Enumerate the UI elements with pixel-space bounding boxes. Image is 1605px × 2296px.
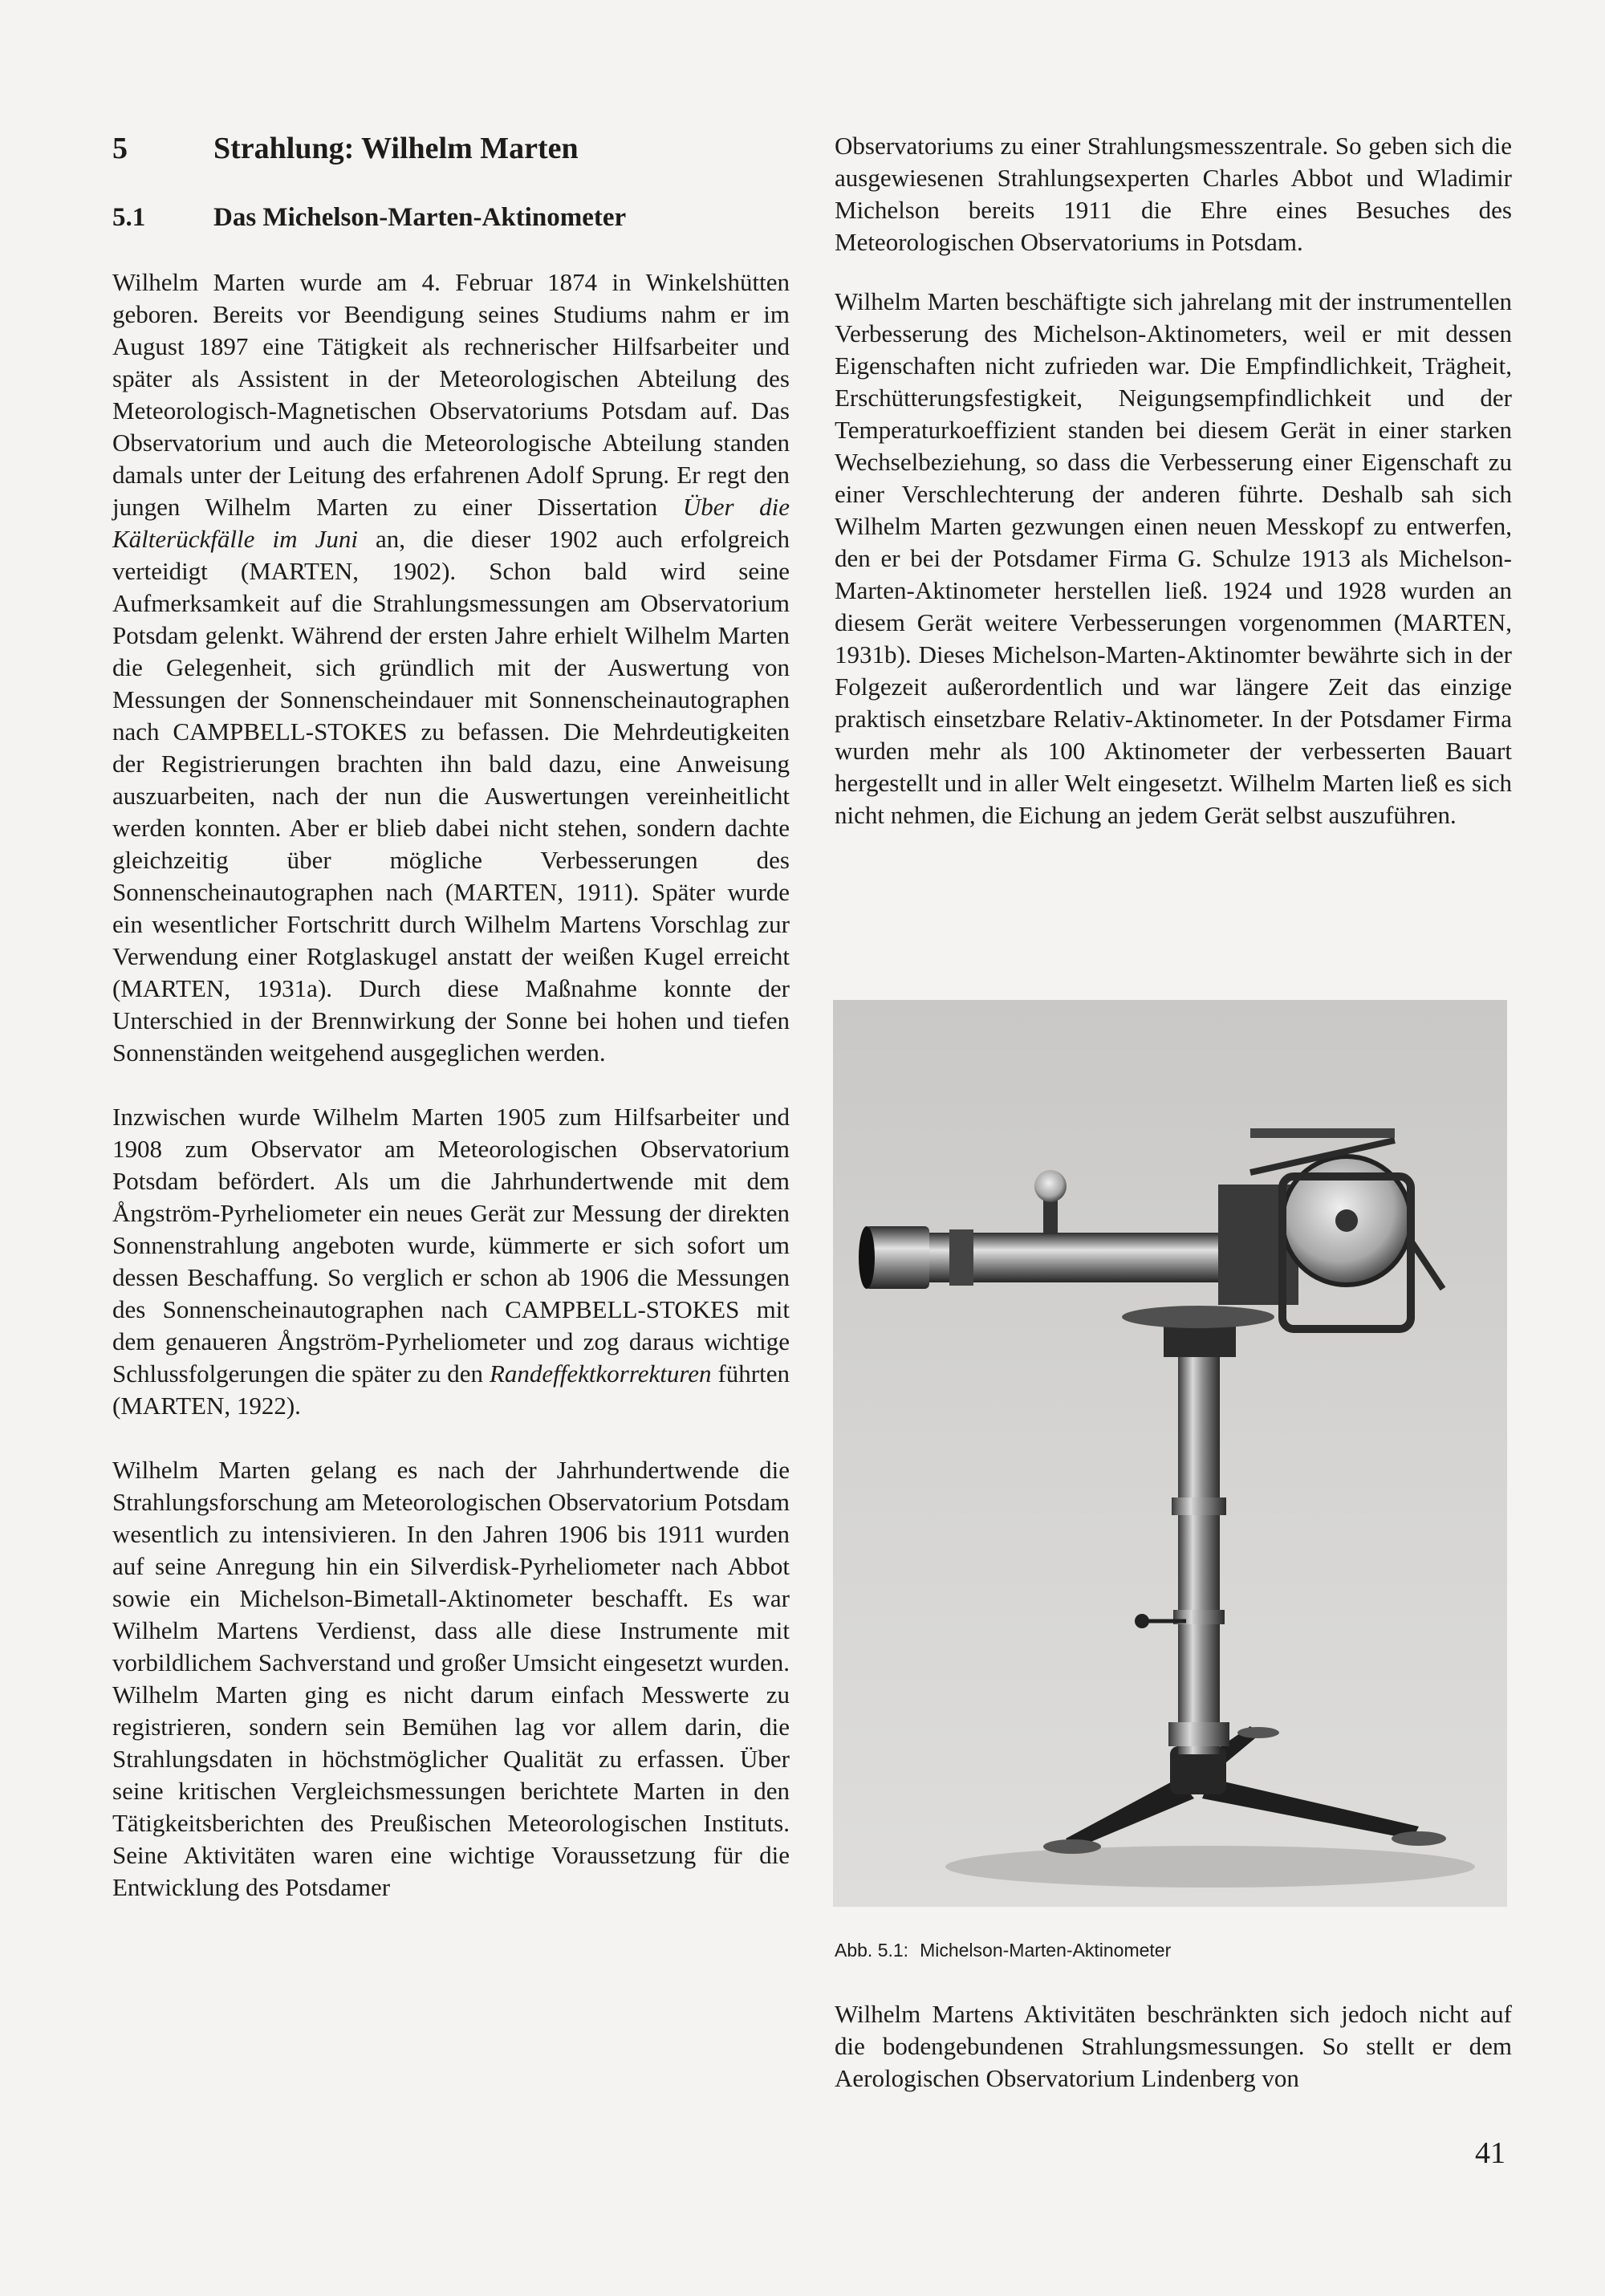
top-sight <box>1250 1128 1395 1138</box>
dissertation-title: Über die Kälterückfälle im Juni <box>112 493 790 553</box>
right-paragraph-2: Wilhelm Marten beschäftigte sich jahrelang mit der instrumentellen Verbesserung des Michelson-Aktinometers, weil er mit dessen Eigenschaften nicht zufrieden war. Die Empfindlichkeit, Trägheit, Erschütterungsfestigkeit, Neigungsempfindlichkeit und der Temperaturkoeffizient standen bei diesem Gerät in einer starken Wechselbeziehung, so dass die Verbesserung einer Eigenschaft zu einer Verschlechterung der anderen führte. Deshalb sah sich Wilhelm Marten gezwungen einen neuen Messkopf zu entwerfen, den er bei der Potsdamer Firma G. Schulze 1913 als Michelson-Marten-Aktinometer herstellen ließ. 1924 und 1928 wurden an diesem Gerät weitere Verbesserungen vorgenommen (MARTEN, 1931b). Dieses Michelson-Marten-Aktinomter bewährte sich in der Folgezeit außerordentlich und war längere Zeit das einzige praktisch einsetzbare Relativ-Aktinometer. In der Potsdamer Firma wurden mehr als 100 Aktinometer der verbesserten Bauart hergestellt und in aller Welt eingesetzt. Wilhelm Marten ließ es sich nicht nehmen, die Eichung an jedem Gerät selbst auszuführen. <box>835 287 1512 829</box>
foot-screw-back <box>1237 1727 1279 1738</box>
page-number: 41 <box>1475 2136 1505 2170</box>
chapter-title: Strahlung: Wilhelm Marten <box>213 132 579 165</box>
aktinometer-photo <box>833 1000 1507 1907</box>
stand-column <box>1178 1353 1220 1754</box>
paragraph-3: Wilhelm Marten gelang es nach der Jahrhundertwende die Strahlungsforschung am Meteorologischen Observatorium Potsdam wesentlich zu intensivieren. In den Jahren 1906 bis 1911 wurden auf seine Anregung hin ein Silverdisk-Pyrheliometer nach Abbot sowie ein Michelson-Bimetall-Aktinometer beschafft. Es war Wilhelm Martens Verdienst, dass alle diese Instrumente mit vorbildlichem Sachverstand und großer Umsicht eingesetzt wurden. Wilhelm Marten ging es nicht darum einfach Messwerte zu registrieren, sondern sein Bemühen lag vor allem darin, die Strahlungsdaten in höchstmöglicher Qualität zu erfassen. Über seine kritischen Vergleichsmessungen berichtete Marten in den Tätigkeitsberichten des Preußischen Meteorologischen Instituts. Seine Aktivitäten waren eine wichtige Voraussetzung für die Entwicklung des Potsdamer <box>112 1456 790 1901</box>
paragraph-1-part-b: an, die dieser 1902 auch erfolgreich verteidigt (MARTEN, 1902). Schon bald wird seine Aufmerksamkeit auf die Strahlungsmessungen am Observatorium Potsdam gelenkt. Während der ersten Jahre erhielt Wilhelm Marten die Gelegenheit, sich gründlich mit der Auswertung von Messungen der Sonnenscheindauer mit Sonnenscheinautographen nach CAMPBELL-STOKES zu befassen. Die Mehrdeutigkeiten der Registrierungen brachten ihn bald dazu, eine Anweisung auszuarbeiten, nach der nun die Auswertungen vereinheitlicht werden konnten. Aber er blieb dabei nicht stehen, sondern dachte gleichzeitig über mögliche Verbesserungen des Sonnenscheinautographen nach (MARTEN, 1911). Später wurde ein wesentlicher Fortschritt durch Wilhelm Martens Vorschlag zur Verwendung einer Rotglaskugel anstatt der weißen Kugel erreicht (MARTEN, 1931a). Durch diese Maßnahme konnte der Unterschied in der Brennwirkung der Sonne bei hohen und tiefen Sonnenständen weitgehend ausgeglichen werden. <box>112 525 790 1067</box>
right-paragraph-1: Observatoriums zu einer Strahlungsmesszentrale. So geben sich die ausgewiesenen Strahlungsexperten Charles Abbot und Wladimir Michelson bereits 1911 die Ehre eines Besuches des Meteorologischen Observatoriums in Potsdam. <box>835 132 1512 256</box>
paragraph-2-part-b: führten (MARTEN, 1922). <box>112 1359 790 1420</box>
dial-center <box>1335 1209 1358 1232</box>
paragraph-1-part-a: Wilhelm Marten wurde am 4. Februar 1874 in Winkelshütten geboren. Bereits vor Beendigung seines Studiums nahm er im August 1897 eine Tätigkeit als rechnerischer Hilfsarbeiter und später als Assistent in der Meteorologischen Abteilung des Meteorologisch-Magnetischen Observatoriums Potsdam auf. Das Observatorium und auch die Meteorologische Abteilung standen damals unter der Leitung des erfahrenen Adolf Sprung. Er regt den jungen Wilhelm Marten zu einer Dissertation <box>112 268 790 521</box>
tube-ring <box>949 1229 973 1286</box>
aktinometer-illustration <box>833 1000 1507 1907</box>
adjust-knob <box>1034 1170 1067 1202</box>
column-collar-1 <box>1172 1497 1226 1515</box>
mirror-strut <box>1411 1241 1443 1289</box>
shadow <box>945 1846 1475 1888</box>
section-title: Das Michelson-Marten-Aktinometer <box>213 203 627 232</box>
paragraph-2-part-a: Inzwischen wurde Wilhelm Marten 1905 zum Hilfsarbeiter und 1908 zum Observator am Meteorologischen Observatorium Potsdam befördert. Als um die Jahrhundertwende mit dem Ångström-Pyrheliometer ein neues Gerät zur Messung der direkten Sonnenstrahlung angeboten wurde, kümmerte er sich sofort um dessen Beschaffung. So verglich er schon ab 1906 die Messungen des Sonnenscheinautographen nach CAMPBELL-STOKES mit dem genaueren Ångström-Pyrheliometer und zog daraus wichtige Schlussfolgerungen die später zu den <box>112 1103 790 1388</box>
chapter-heading <box>112 130 790 167</box>
paragraph-1 <box>112 266 790 1069</box>
left-column <box>112 130 790 1904</box>
figure-label: Abb. 5.1: <box>835 1940 909 1961</box>
right-paragraph-3: Wilhelm Martens Aktivitäten beschränkten sich jedoch nicht auf die bodengebundenen Strahlungsmessungen. So stellt er dem Aerologischen Observatorium Lindenberg von <box>835 2000 1512 2092</box>
foot-screw-right <box>1392 1831 1446 1846</box>
foot-screw-left <box>1043 1839 1101 1854</box>
mount-plate <box>1122 1306 1274 1328</box>
figure-caption <box>835 1938 1171 1962</box>
section-number: 5.1 <box>112 203 146 232</box>
paragraph-2 <box>112 1101 790 1422</box>
figure-caption-text: Michelson-Marten-Aktinometer <box>920 1940 1172 1961</box>
randeffekt-term: Randeffektkorrekturen <box>489 1359 712 1388</box>
tripod-leg-right <box>1202 1778 1419 1839</box>
eyepiece-front <box>859 1226 875 1289</box>
right-column <box>835 130 1512 831</box>
right-column-bottom <box>835 1998 1512 2095</box>
section-heading <box>112 201 790 234</box>
chapter-number: 5 <box>112 132 128 165</box>
clamp-knob <box>1135 1614 1149 1628</box>
column-collar-3 <box>1168 1722 1229 1746</box>
